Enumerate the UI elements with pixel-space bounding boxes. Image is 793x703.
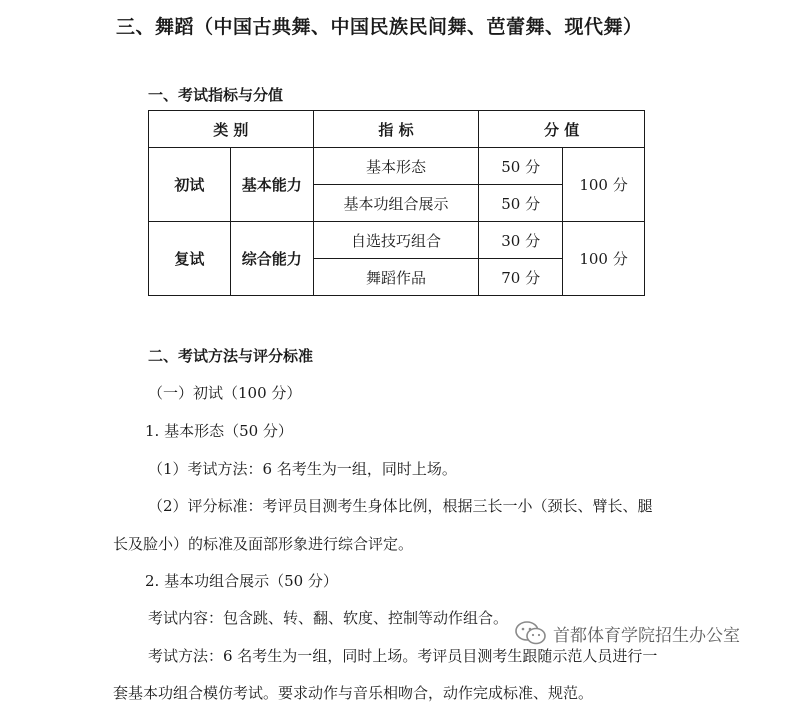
table-row <box>149 222 645 259</box>
score-cell: 50 分 <box>479 148 563 185</box>
subheading-preliminary: （一）初试（100 分） <box>148 384 302 402</box>
item-basic-skills-method-cont: 套基本功组合模仿考试。要求动作与音乐相吻合，动作完成标准、规范。 <box>113 684 594 702</box>
header-category: 类 别 <box>149 111 314 148</box>
indicator-cell: 基本功组合展示 <box>313 185 479 222</box>
indicator-cell: 舞蹈作品 <box>313 259 479 296</box>
section-heading-methods: 二、考试方法与评分标准 <box>148 347 314 365</box>
header-score: 分 值 <box>479 111 645 148</box>
indicator-cell: 基本形态 <box>313 148 479 185</box>
stage-cell: 初试 <box>149 148 231 222</box>
table-header-row <box>149 111 645 148</box>
score-table <box>148 110 645 296</box>
table-row <box>149 148 645 185</box>
item-basic-form: 1. 基本形态（50 分） <box>145 422 293 440</box>
total-cell: 100 分 <box>563 222 645 296</box>
stage-cell: 复试 <box>149 222 231 296</box>
item-basic-form-standard: （2）评分标准：考评员目测考生身体比例，根据三长一小（颈长、臂长、腿 <box>148 497 653 515</box>
item-basic-form-method: （1）考试方法：6 名考生为一组，同时上场。 <box>148 460 457 478</box>
indicator-cell: 自选技巧组合 <box>313 222 479 259</box>
watermark-text: 首都体育学院招生办公室 <box>553 625 740 646</box>
score-cell: 50 分 <box>479 185 563 222</box>
section-heading-indicators: 一、考试指标与分值 <box>148 86 284 104</box>
item-basic-skills-method: 考试方法：6 名考生为一组，同时上场。考评员目测考生跟随示范人员进行一 <box>148 647 658 665</box>
category-cell: 综合能力 <box>230 222 313 296</box>
category-cell: 基本能力 <box>230 148 313 222</box>
item-basic-form-standard-cont: 长及脸小）的标准及面部形象进行综合评定。 <box>113 535 414 553</box>
item-basic-skills-content: 考试内容：包含跳、转、翻、软度、控制等动作组合。 <box>148 609 509 627</box>
watermark <box>515 620 740 646</box>
score-cell: 30 分 <box>479 222 563 259</box>
document-title: 三、舞蹈（中国古典舞、中国民族民间舞、芭蕾舞、现代舞） <box>116 16 643 38</box>
score-cell: 70 分 <box>479 259 563 296</box>
total-cell: 100 分 <box>563 148 645 222</box>
header-indicator: 指 标 <box>313 111 479 148</box>
item-basic-skills: 2. 基本功组合展示（50 分） <box>145 572 338 590</box>
wechat-icon <box>515 620 547 646</box>
